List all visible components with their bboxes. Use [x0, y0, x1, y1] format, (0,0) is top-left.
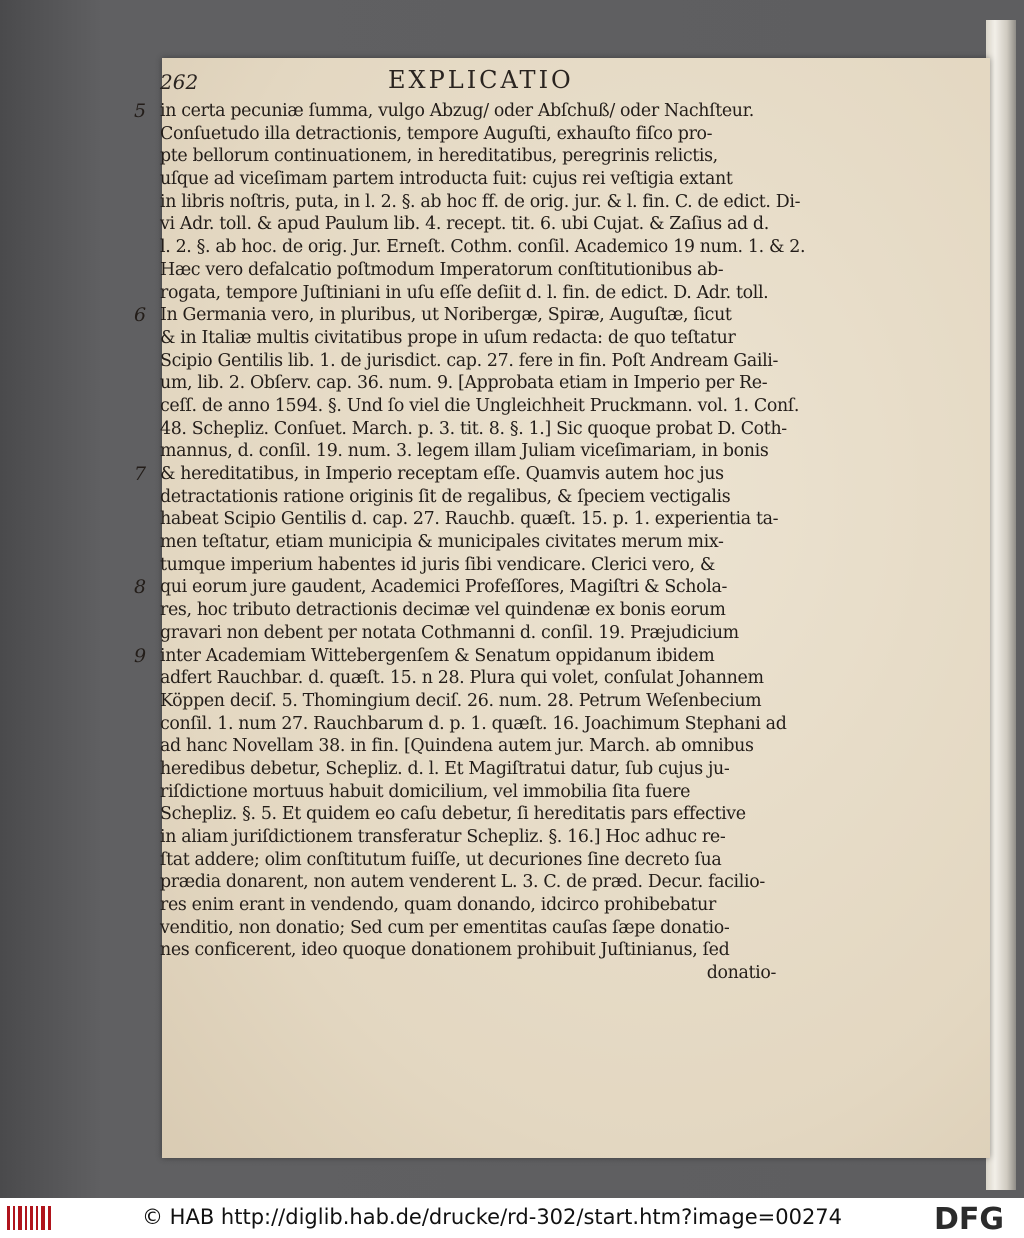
line-text: Hæc vero defalcatio poſtmodum Imperatorum conſtitutionibus ab- — [160, 259, 724, 280]
line-text: 48. Schepliz. Conſuet. March. p. 3. tit. 8. §. 1.] Sic quoque probat D. Coth- — [160, 418, 787, 439]
line-text: & in Italiæ multis civitatibus prope in uſum redacta: de quo teſtatur — [160, 327, 736, 348]
text-line — [134, 644, 776, 668]
text-line — [160, 350, 779, 373]
hab-barcode-logo[interactable] — [6, 1204, 54, 1232]
margin-number: 6 — [134, 304, 146, 327]
text-line — [160, 259, 776, 282]
line-text: In Germania vero, in pluribus, ut Noribergæ, Spiræ, Auguſtæ, ſicut — [160, 305, 732, 326]
line-text: in aliam juriſdictionem transferatur Schepliz. §. 16.] Hoc adhuc re- — [160, 827, 726, 847]
text-line — [160, 531, 776, 554]
line-text: donatio- — [706, 963, 776, 984]
copyright-link[interactable]: © HAB http://diglib.hab.de/drucke/rd-302/start.htm?image=00274 — [142, 1205, 843, 1229]
text-line — [160, 418, 787, 441]
line-text: gravari non debent per notata Cothmanni d. conſil. 19. Præjudicium — [160, 622, 739, 643]
text-line — [160, 758, 776, 781]
text-line — [160, 327, 776, 350]
line-text: riſdictione mortuus habuit domicilium, vel immobilia ſita fuere — [160, 781, 691, 802]
line-text: ad hanc Novellam 38. in fin. [Quindena autem jur. March. ab omnibus — [160, 736, 754, 757]
text-line — [160, 145, 776, 168]
text-line — [160, 962, 776, 985]
line-text: nes conficerent, ideo quoque donationem prohibuit Juſtinianus, ſed — [160, 940, 730, 961]
margin-number: 5 — [134, 100, 146, 122]
line-text: habeat Scipio Gentilis d. cap. 27. Rauchb. quæſt. 15. p. 1. experientia ta- — [160, 509, 779, 530]
text-line — [160, 191, 801, 214]
line-text: detractationis ratione originis ſit de regalibus, & ſpeciem vectigalis — [160, 486, 731, 507]
line-text: uſque ad viceſimam partem introducta fuit: cujus rei veſtigia extant — [160, 169, 733, 190]
line-text: & hereditatibus, in Imperio receptam eſſe. Quamvis autem hoc jus — [160, 464, 724, 484]
line-text: ceſſ. de anno 1594. §. Und ſo viel die Ungleichheit Pruckmann. vol. 1. Conſ. — [160, 395, 800, 416]
margin-number: 8 — [134, 576, 146, 599]
page-number: 262 — [160, 70, 199, 94]
line-text: prædia donarent, non autem venderent L. 3. C. de præd. Decur. facilio- — [160, 872, 765, 893]
margin-number: 7 — [134, 463, 146, 485]
text-line — [160, 282, 776, 305]
text-line — [160, 622, 776, 645]
text-line — [160, 213, 776, 236]
line-text: men teſtatur, etiam municipia & municipales civitates merum mix- — [160, 532, 724, 553]
line-text: res, hoc tributo detractionis decimæ vel quindenæ ex bonis eorum — [160, 600, 726, 621]
text-line — [134, 576, 776, 599]
text-line — [134, 304, 776, 327]
line-text: um, lib. 2. Obſerv. cap. 36. num. 9. [Approbata etiam in Imperio per Re- — [160, 373, 768, 394]
text-line — [160, 871, 776, 894]
text-line — [160, 690, 776, 713]
text-line — [134, 100, 776, 123]
line-text: venditio, non donatio; Sed cum per ementitas cauſas ſæpe donatio- — [160, 917, 730, 938]
dfg-logo[interactable] — [934, 1203, 1018, 1233]
line-text: qui eorum jure gaudent, Academici Profeſſores, Magiſtri & Schola- — [160, 577, 728, 598]
footer-bar — [0, 1198, 1024, 1238]
text-line — [160, 894, 776, 917]
text-line — [160, 917, 776, 940]
line-text: tumque imperium habentes id juris ſibi vendicare. Clerici vero, & — [160, 554, 716, 575]
line-text: Köppen deciſ. 5. Thomingium deciſ. 26. num. 28. Petrum Weſenbecium — [160, 690, 762, 711]
text-line — [160, 781, 776, 804]
text-line — [160, 667, 776, 690]
text-line — [160, 486, 776, 509]
line-text: conſil. 1. num 27. Rauchbarum d. p. 1. quæſt. 16. Joachimum Stephani ad — [160, 713, 787, 734]
line-text: Schepliz. §. 5. Et quidem eo caſu debetur, ſi hereditatis pars effective — [160, 804, 746, 825]
line-text: res enim erant in vendendo, quam donando, idcirco prohibebatur — [160, 895, 716, 916]
line-text: ſtat addere; olim conſtitutum fuiſſe, ut decuriones ſine decreto ſua — [160, 849, 722, 870]
text-line — [134, 463, 776, 486]
text-line — [160, 849, 776, 872]
dfg-logo-text: DFG — [934, 1203, 1005, 1233]
line-text: mannus, d. conſil. 19. num. 3. legem illam Juliam viceſimariam, in bonis — [160, 441, 769, 462]
text-line — [160, 168, 776, 191]
page-body — [134, 100, 806, 985]
text-line — [160, 236, 806, 259]
text-line — [160, 395, 800, 418]
text-line — [160, 508, 779, 531]
line-text: rogata, tempore Juſtiniani in uſu eſſe deſiit d. l. fin. de edict. D. Adr. toll. — [160, 282, 769, 303]
line-text: in libris noſtris, puta, in l. 2. §. ab hoc ff. de orig. jur. & l. fin. C. de edict. Di- — [160, 191, 801, 212]
line-text: in certa pecuniæ ſumma, vulgo Abzug/ oder Abſchuß/ oder Nachſteur. — [160, 101, 754, 121]
text-line — [160, 372, 776, 395]
text-line — [160, 440, 776, 463]
book-edge — [986, 20, 1016, 1190]
text-line — [160, 599, 776, 622]
text-line — [160, 803, 776, 826]
line-text: Conſuetudo illa detractionis, tempore Auguſti, exhauſto fiſco pro- — [160, 123, 713, 144]
line-text: adfert Rauchbar. d. quæſt. 15. n 28. Plura qui volet, conſulat Johannem — [160, 668, 764, 689]
line-text: heredibus debetur, Schepliz. d. l. Et Magiſtratui datur, ſub cujus ju- — [160, 758, 730, 779]
line-text: vi Adr. toll. & apud Paulum lib. 4. recept. tit. 6. ubi Cujat. & Zaſius ad d. — [160, 214, 769, 235]
line-text: pte bellorum continuationem, in hereditatibus, peregrinis relictis, — [160, 146, 718, 167]
margin-number: 9 — [134, 644, 146, 667]
text-line — [160, 123, 776, 146]
text-line — [160, 713, 787, 736]
line-text: l. 2. §. ab hoc. de orig. Jur. Erneſt. Cothm. conſil. Academico 19 num. 1. & 2. — [160, 237, 806, 258]
line-text: inter Academiam Wittebergenſem & Senatum oppidanum ibidem — [160, 645, 715, 666]
text-line — [160, 826, 776, 849]
text-line — [160, 554, 776, 577]
line-text: Scipio Gentilis lib. 1. de jurisdict. cap. 27. fere in fin. Poſt Andream Gaili- — [160, 350, 779, 371]
running-title: EXPLICATIO — [388, 66, 574, 94]
text-line — [160, 735, 776, 758]
text-line — [160, 939, 776, 962]
